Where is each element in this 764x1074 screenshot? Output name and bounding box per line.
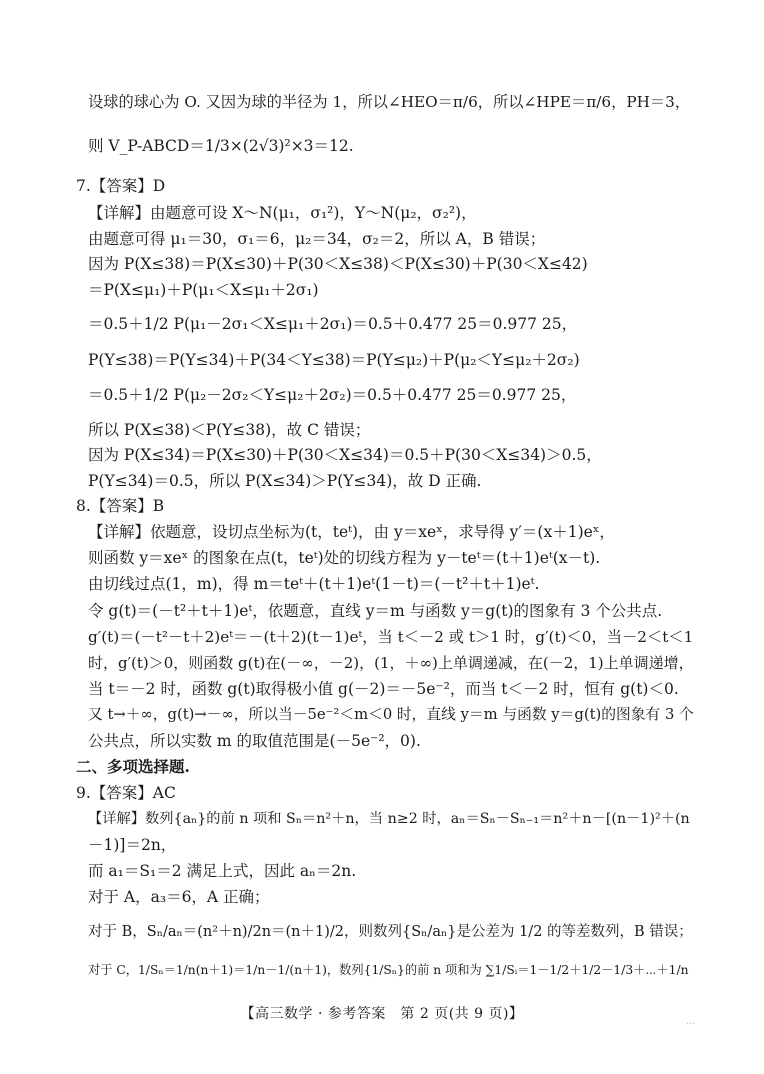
solution-line: 则 V_P-ABCD＝1/3×(2√3)²×3＝12. xyxy=(88,137,354,155)
solution-line: 因为 P(X≤38)＝P(X≤30)＋P(30＜X≤38)＜P(X≤30)＋P(30＜X≤42) xyxy=(88,255,588,273)
answer-heading: 7.【答案】D xyxy=(76,177,166,195)
solution-line: 由题意可得 μ₁＝30，σ₁＝6，μ₂＝34，σ₂＝2，所以 A，B 错误； xyxy=(88,230,546,248)
solution-line: 对于 A，a₃＝6，A 正确； xyxy=(88,888,270,906)
solution-line: 而 a₁＝S₁＝2 满足上式，因此 aₙ＝2n. xyxy=(88,862,357,880)
solution-line: 所以 P(X≤38)＜P(Y≤38)，故 C 错误； xyxy=(88,421,371,439)
solution-line: 因为 P(X≤34)＝P(X≤30)＋P(30＜X≤34)＝0.5＋P(30＜X≤34)＞0.5， xyxy=(88,446,602,464)
solution-line: ＝P(X≤μ₁)＋P(μ₁＜X≤μ₁＋2σ₁) xyxy=(88,281,319,299)
solution-line: 【详解】依题意，设切点坐标为(t，teᵗ)，由 y＝xeˣ，求导得 y′＝(x＋1)eˣ， xyxy=(88,523,615,541)
solution-line: P(Y≤38)＝P(Y≤34)＋P(34＜Y≤38)＝P(Y≤μ₂)＋P(μ₂＜Y≤μ₂＋2σ₂) xyxy=(88,351,580,369)
solution-line: 【详解】数列{aₙ}的前 n 项和 Sₙ＝n²＋n，当 n≥2 时，aₙ＝Sₙ－Sₙ₋₁＝n²＋n－[(n－1)²＋(n xyxy=(88,811,690,827)
solution-line: 当 t＝－2 时，函数 g(t)取得极小值 g(－2)＝－5e⁻²，而当 t＜－2 时，恒有 g(t)＜0. xyxy=(88,680,679,698)
solution-line: 则函数 y＝xeˣ 的图象在点(t，teᵗ)处的切线方程为 y－teᵗ＝(t＋1)eᵗ(x－t). xyxy=(88,549,601,567)
corner-mark: ... xyxy=(686,1016,696,1027)
solution-line: 令 g(t)＝(－t²＋t＋1)eᵗ，依题意，直线 y＝m 与函数 y＝g(t)的图象有 3 个公共点. xyxy=(88,602,663,620)
solution-line: ＝0.5＋1/2 P(μ₂－2σ₂＜Y≤μ₂＋2σ₂)＝0.5＋0.477 25＝0.977 25， xyxy=(88,386,577,404)
solution-line: 时，g′(t)＞0，则函数 g(t)在(－∞，－2)，(1，＋∞)上单调递减，在(－2，1)上单调递增， xyxy=(88,654,694,672)
page-footer: 【高三数学 · 参考答案 第 2 页(共 9 页)】 xyxy=(240,1006,524,1022)
section-heading: 二、多项选择题. xyxy=(76,757,190,776)
solution-line: 由切线过点(1，m)，得 m＝teᵗ＋(t＋1)eᵗ(1－t)＝(－t²＋t＋1)eᵗ. xyxy=(88,575,540,593)
solution-line: 对于 C，1/Sₙ＝1/n(n＋1)＝1/n－1/(n＋1)，数列{1/Sₙ}的前 n 项和为 ∑1/Sᵢ＝1－1/2＋1/2－1/3＋⋯＋1/n xyxy=(88,963,689,977)
solution-line: 又 t→＋∞，g(t)→－∞，所以当－5e⁻²＜m＜0 时，直线 y＝m 与函数 y＝g(t)的图象有 3 个 xyxy=(88,706,694,723)
answer-heading: 8.【答案】B xyxy=(76,497,165,515)
solution-line: g′(t)＝(－t²－t＋2)eᵗ＝－(t＋2)(t－1)eᵗ，当 t＜－2 或 t＞1 时，g′(t)＜0，当－2＜t＜1 xyxy=(88,628,694,646)
solution-line: 【详解】由题意可设 X～N(μ₁，σ₁²)，Y～N(μ₂，σ₂²)， xyxy=(88,204,477,222)
solution-line: 公共点，所以实数 m 的取值范围是(－5e⁻²，0). xyxy=(88,732,421,750)
solution-line: ＝0.5＋1/2 P(μ₁－2σ₁＜X≤μ₁＋2σ₁)＝0.5＋0.477 25＝0.977 25， xyxy=(88,315,578,333)
solution-line: －1)]＝2n， xyxy=(88,836,177,854)
solution-line: 对于 B，Sₙ/aₙ＝(n²＋n)/2n＝(n＋1)/2，则数列{Sₙ/aₙ}是公差为 1/2 的等差数列，B 错误； xyxy=(88,924,693,940)
solution-line: 设球的球心为 O. 又因为球的半径为 1，所以∠HEO＝π/6，所以∠HPE＝π/6，PH＝3， xyxy=(88,93,691,111)
solution-line: P(Y≤34)＝0.5，所以 P(X≤34)＞P(Y≤34)，故 D 正确. xyxy=(88,472,482,490)
answer-heading: 9.【答案】AC xyxy=(76,784,176,802)
